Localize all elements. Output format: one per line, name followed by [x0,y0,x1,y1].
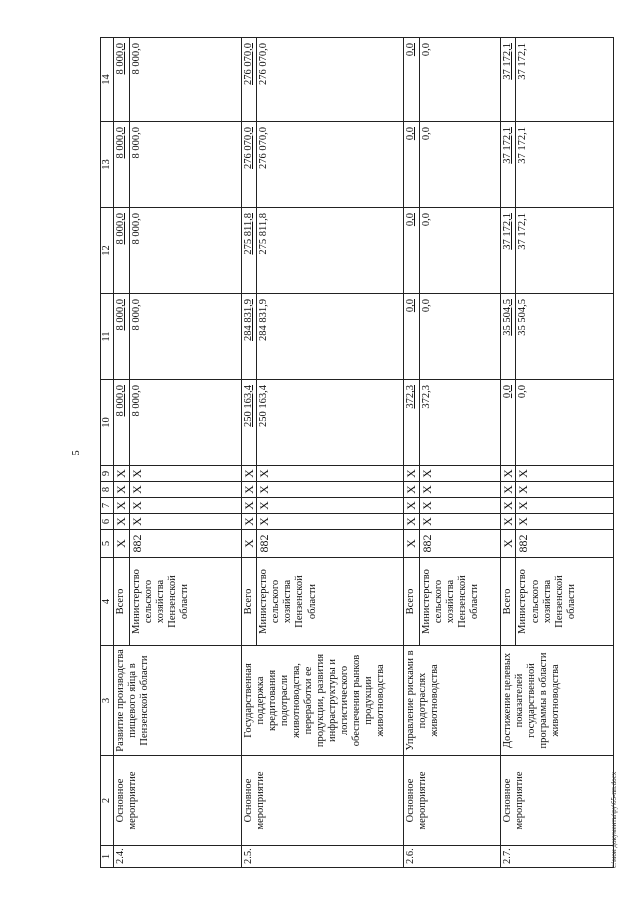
code-cell: Х [516,466,614,482]
row-number-cell: 2.4. [114,846,242,868]
code-cell: Х [129,466,241,482]
amount-cell: 0,0 [500,380,516,466]
code-cell: Х [257,482,404,498]
code-cell: Х [114,482,130,498]
code-cell: Х [257,498,404,514]
amount-cell: 37 172,1 [500,38,516,122]
executor-cell: Всего [114,558,130,646]
amount-cell: 35 504,5 [500,294,516,380]
amount-cell: 8 000,0 [129,294,241,380]
amount-cell: 276 070,0 [241,122,257,208]
amount-cell: 8 000,0 [114,122,130,208]
code-cell: Х [419,498,500,514]
amount-cell: 35 504,5 [516,294,614,380]
executor-cell: Министерство сельского хозяйства Пензенской области [516,558,614,646]
code-cell: Х [114,530,130,558]
header-cell: 14 [101,38,114,122]
amount-cell: 372,3 [419,380,500,466]
amount-cell: 37 172,1 [516,122,614,208]
table-row [500,38,516,868]
amount-cell: 284 831,9 [257,294,404,380]
amount-cell: 0,0 [419,208,500,294]
code-cell: Х [419,482,500,498]
table-row [241,38,257,868]
amount-cell: 0,0 [419,122,500,208]
amount-cell: 37 172,1 [500,122,516,208]
amount-cell: 8 000,0 [114,380,130,466]
header-cell: 12 [101,208,114,294]
amount-cell: 8 000,0 [129,38,241,122]
amount-cell: 0,0 [404,208,420,294]
code-cell: Х [500,482,516,498]
executor-cell: Всего [404,558,420,646]
code-cell: Х [516,482,614,498]
amount-cell: 284 831,9 [241,294,257,380]
amount-cell: 0,0 [404,122,420,208]
code-cell: Х [419,466,500,482]
row-number-cell: 2.5. [241,846,404,868]
document-sheet [65,28,625,878]
row-number-cell: 2.7. [500,846,614,868]
page-number: 5 [71,450,82,456]
code-cell: Х [500,498,516,514]
code-cell: Х [404,514,420,530]
code-cell: Х [241,498,257,514]
measure-name-cell: Развитие производства пищевого яйца в Пензенской области [114,646,242,756]
measure-type-cell: Основное мероприятие [500,756,614,846]
executor-cell: Всего [241,558,257,646]
code-cell: Х [404,482,420,498]
code-cell: Х [500,514,516,530]
amount-cell: 276 070,0 [241,38,257,122]
measure-type-cell: Основное мероприятие [114,756,242,846]
amount-cell: 8 000,0 [114,294,130,380]
executor-cell: Министерство сельского хозяйства Пензенской области [129,558,241,646]
header-row [101,38,114,868]
amount-cell: 372,3 [404,380,420,466]
amount-cell: 8 000,0 [129,122,241,208]
header-cell: 10 [101,380,114,466]
amount-cell: 0,0 [404,294,420,380]
header-cell: 6 [101,514,114,530]
header-cell: 4 [101,558,114,646]
header-cell: 8 [101,482,114,498]
amount-cell: 37 172,1 [516,38,614,122]
amount-cell: 250 163,4 [257,380,404,466]
code-cell: 882 [129,530,241,558]
table-row [404,38,420,868]
measure-name-cell: Управление рисками в подотраслях животноводства [404,646,501,756]
budget-table [100,37,614,868]
amount-cell: 37 172,1 [516,208,614,294]
measure-name-cell: Достижение целевых показателей государственной программы в области животноводства [500,646,614,756]
amount-cell: 276 070,0 [257,122,404,208]
code-cell: Х [500,530,516,558]
amount-cell: 250 163,4 [241,380,257,466]
code-cell: Х [241,466,257,482]
amount-cell: 276 070,0 [257,38,404,122]
code-cell: 882 [419,530,500,558]
code-cell: Х [404,530,420,558]
table-row [114,38,130,868]
executor-cell: Всего [500,558,516,646]
code-cell: Х [129,498,241,514]
header-cell: 5 [101,530,114,558]
header-cell: 9 [101,466,114,482]
amount-cell: 8 000,0 [114,208,130,294]
footer-file-path: c:\мои документы\ру\65-пп.docx [610,771,618,868]
code-cell: Х [257,466,404,482]
code-cell: Х [129,514,241,530]
header-cell: 13 [101,122,114,208]
measure-type-cell: Основное мероприятие [241,756,404,846]
code-cell: 882 [516,530,614,558]
executor-cell: Министерство сельского хозяйства Пензенской области [257,558,404,646]
code-cell: Х [241,482,257,498]
amount-cell: 275 811,8 [241,208,257,294]
code-cell: Х [129,482,241,498]
code-cell: Х [241,530,257,558]
header-cell: 1 [101,846,114,868]
header-cell: 3 [101,646,114,756]
table-body [114,38,614,868]
header-cell: 2 [101,756,114,846]
header-cell: 7 [101,498,114,514]
code-cell: Х [500,466,516,482]
amount-cell: 0,0 [419,38,500,122]
code-cell: 882 [257,530,404,558]
amount-cell: 8 000,0 [129,208,241,294]
row-number-cell: 2.6. [404,846,501,868]
code-cell: Х [114,498,130,514]
code-cell: Х [404,466,420,482]
amount-cell: 275 811,8 [257,208,404,294]
code-cell: Х [404,498,420,514]
code-cell: Х [516,514,614,530]
amount-cell: 0,0 [404,38,420,122]
amount-cell: 8 000,0 [114,38,130,122]
code-cell: Х [114,514,130,530]
amount-cell: 0,0 [516,380,614,466]
amount-cell: 37 172,1 [500,208,516,294]
amount-cell: 8 000,0 [129,380,241,466]
code-cell: Х [114,466,130,482]
code-cell: Х [257,514,404,530]
code-cell: Х [419,514,500,530]
header-cell: 11 [101,294,114,380]
measure-name-cell: Государственная поддержка кредитования подотрасли животноводства, переработки ее продукции, развития инфраструктуры и логистического обеспечения рынков продукции животноводства [241,646,404,756]
executor-cell: Министерство сельского хозяйства Пензенской области [419,558,500,646]
amount-cell: 0,0 [419,294,500,380]
measure-type-cell: Основное мероприятие [404,756,501,846]
code-cell: Х [241,514,257,530]
code-cell: Х [516,498,614,514]
